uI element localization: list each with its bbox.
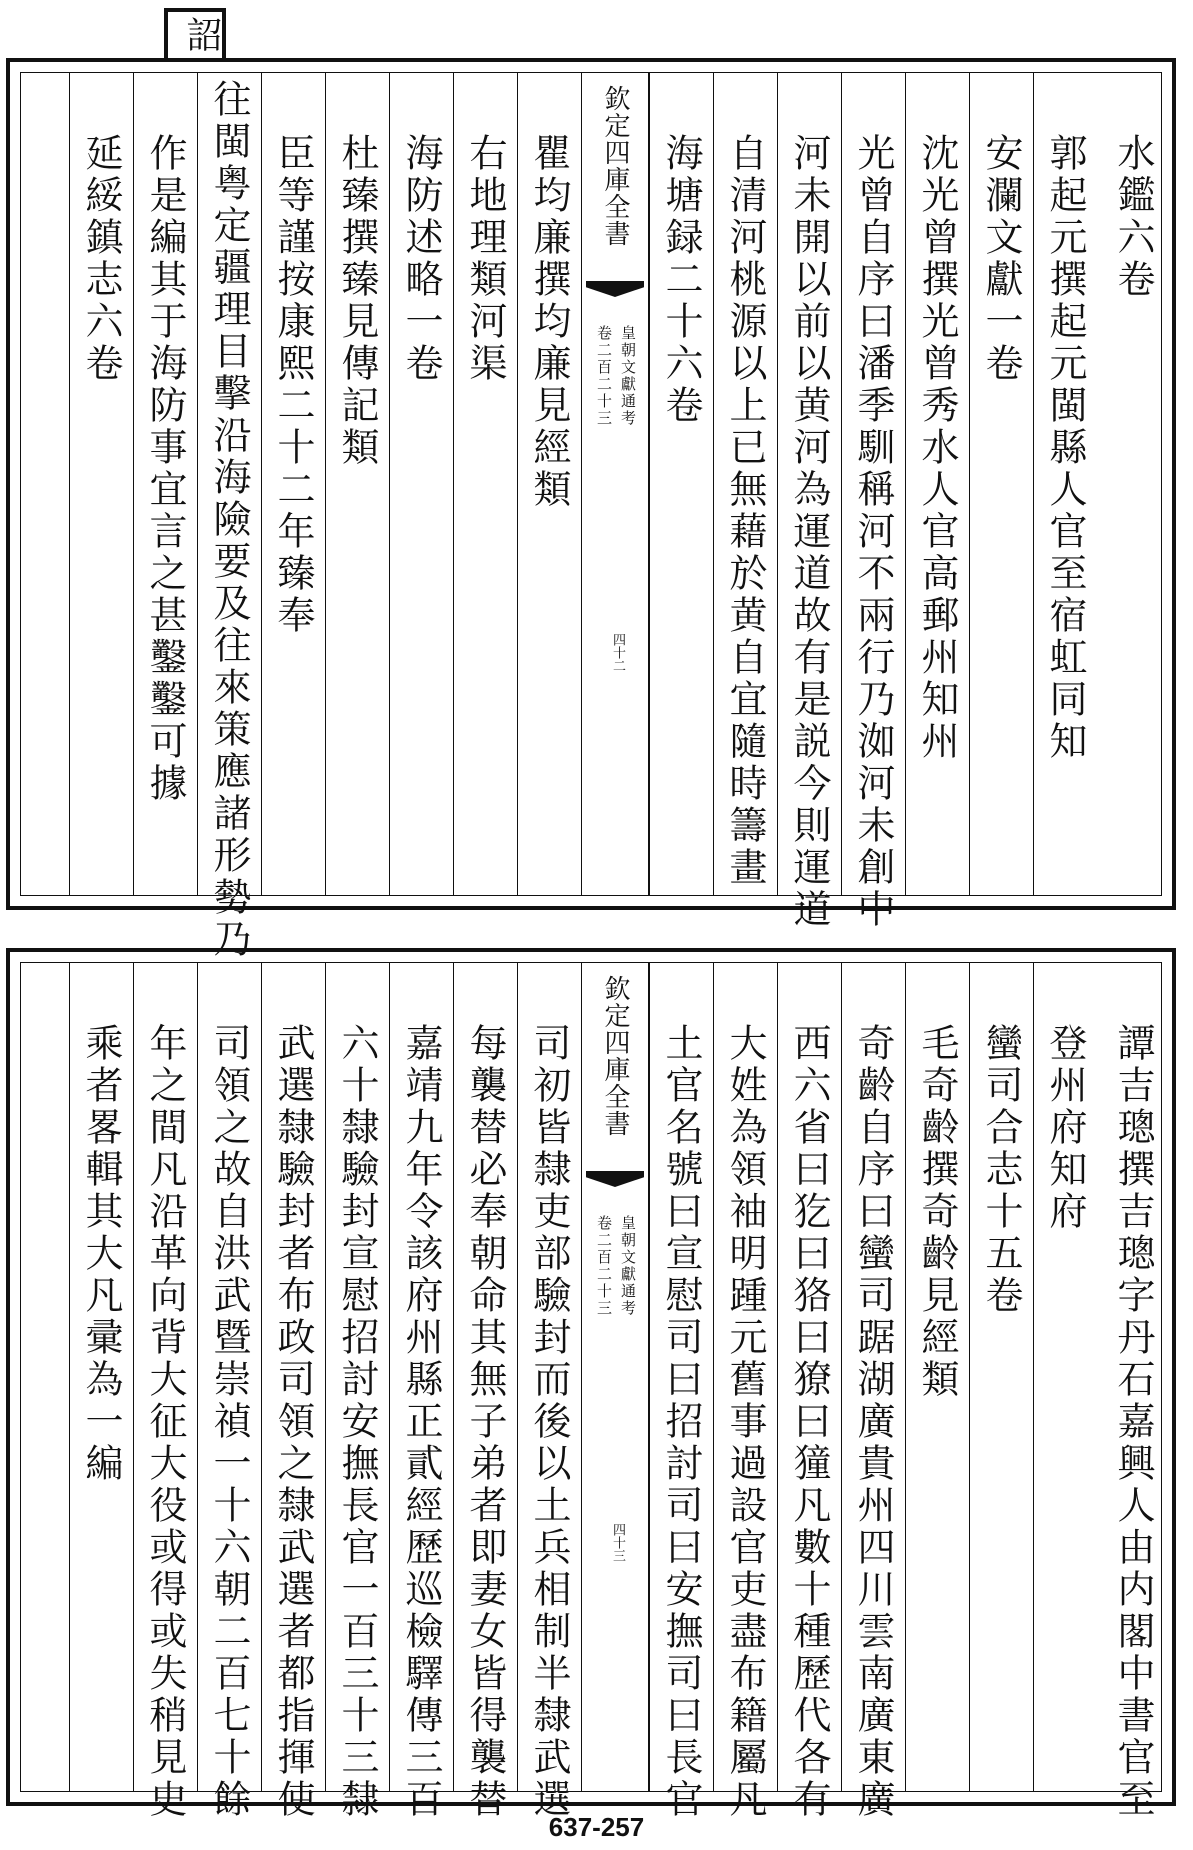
bottom-col-r8: 土官名號曰宣慰司曰招討司曰安撫司曰長官 (649, 963, 713, 1791)
page-tab (164, 8, 226, 60)
fold-fishtail (586, 1171, 644, 1203)
bottom-page (6, 948, 1176, 1821)
bottom-col-l1: 司初皆隸吏部驗封而後以土兵相制半隸武選 (517, 963, 581, 1791)
top-col-r6: 河未開以前以黄河為運道故有是説今則運道 (777, 73, 841, 895)
top-col-r7: 自清河桃源以上已無藉於黄自宜隨時籌畫 (713, 73, 777, 895)
fold-subtitle-2: 卷二百二十三 (595, 325, 613, 427)
fold-fishtail (586, 281, 644, 313)
bottom-col-l8: 乘者畧輯其大凡彚為一編 (69, 963, 133, 1791)
fold-page-number: 四十三 (610, 1523, 625, 1562)
bottom-col-r2: 登州府知府 (1033, 963, 1097, 1791)
top-col-r5: 光曾自序曰潘季馴稱河不兩行乃洳河未創中 (841, 73, 905, 895)
top-col-l2: 右地理類河渠 (453, 73, 517, 895)
bottom-page-frame (20, 962, 1162, 1821)
top-col-l1: 瞿均廉撰均廉見經類 (517, 73, 581, 895)
bottom-col-l6: 司領之故自洪武暨崇禎一十六朝二百七十餘 (197, 963, 261, 1791)
top-fold (581, 73, 649, 895)
top-page (6, 58, 1176, 961)
fold-subtitle-1: 皇朝文獻通考 (619, 325, 637, 427)
fold-title: 欽定四庫全書 (600, 85, 630, 247)
bottom-col-l3: 嘉靖九年令該府州縣正貳經歷巡檢驛傳三百 (389, 963, 453, 1791)
fold-subtitle-1: 皇朝文獻通考 (619, 1215, 637, 1317)
bottom-col-l4: 六十隸驗封宣慰招討安撫長官一百三十三隸 (325, 963, 389, 1791)
bottom-col-r4: 毛奇齡撰奇齡見經類 (905, 963, 969, 1791)
bottom-col-r7: 大姓為領袖明踵元舊事過設官吏盡布籍屬凡 (713, 963, 777, 1791)
top-col-l7: 作是編其于海防事宜言之甚鑿鑿可據 (133, 73, 197, 895)
top-col-r3: 安瀾文獻一卷 (969, 73, 1033, 895)
top-col-r8: 海塘録二十六卷 (649, 73, 713, 895)
bottom-fold (581, 963, 649, 1791)
bottom-col-r3: 蠻司合志十五卷 (969, 963, 1033, 1791)
top-col-r4: 沈光曾撰光曾秀水人官高郵州知州 (905, 73, 969, 895)
bottom-col-r6: 西六省曰犵曰狢曰獠曰獞凡數十種歷代各有 (777, 963, 841, 1791)
top-col-l3: 海防述略一卷 (389, 73, 453, 895)
fold-page-number: 四十二 (610, 633, 625, 672)
top-col-l6: 往閩粤定疆理目擊沿海險要及往來策應諸形勢乃 (197, 73, 261, 895)
bottom-col-l5: 武選隸驗封者布政司領之隸武選者都指揮使 (261, 963, 325, 1791)
top-col-r1: 水鑑六卷 (1111, 133, 1155, 301)
fold-subtitle-2: 卷二百二十三 (595, 1215, 613, 1317)
fold-title: 欽定四庫全書 (600, 975, 630, 1137)
bottom-col-r1: 譚吉璁撰吉璁字丹石嘉興人由内閣中書官至 (1111, 1023, 1155, 1821)
tab-label: 詔 (181, 16, 222, 52)
bottom-col-r5: 奇齡自序曰蠻司踞湖廣貴州四川雲南廣東廣 (841, 963, 905, 1791)
top-col-l5: 臣等謹按康熙二十二年臻奉 (261, 73, 325, 895)
bottom-col-l7: 年之間凡沿革向背大征大役或得或失稍見史 (133, 963, 197, 1791)
top-col-l8: 延綏鎮志六卷 (69, 73, 133, 895)
page-code: 637-257 (548, 1812, 645, 1842)
top-col-r2: 郭起元撰起元閩縣人官至宿虹同知 (1033, 73, 1097, 895)
top-col-l4: 杜臻撰臻見傳記類 (325, 73, 389, 895)
top-page-frame (20, 72, 1162, 961)
bottom-col-l2: 每襲替必奉朝命其無子弟者即妻女皆得襲替 (453, 963, 517, 1791)
